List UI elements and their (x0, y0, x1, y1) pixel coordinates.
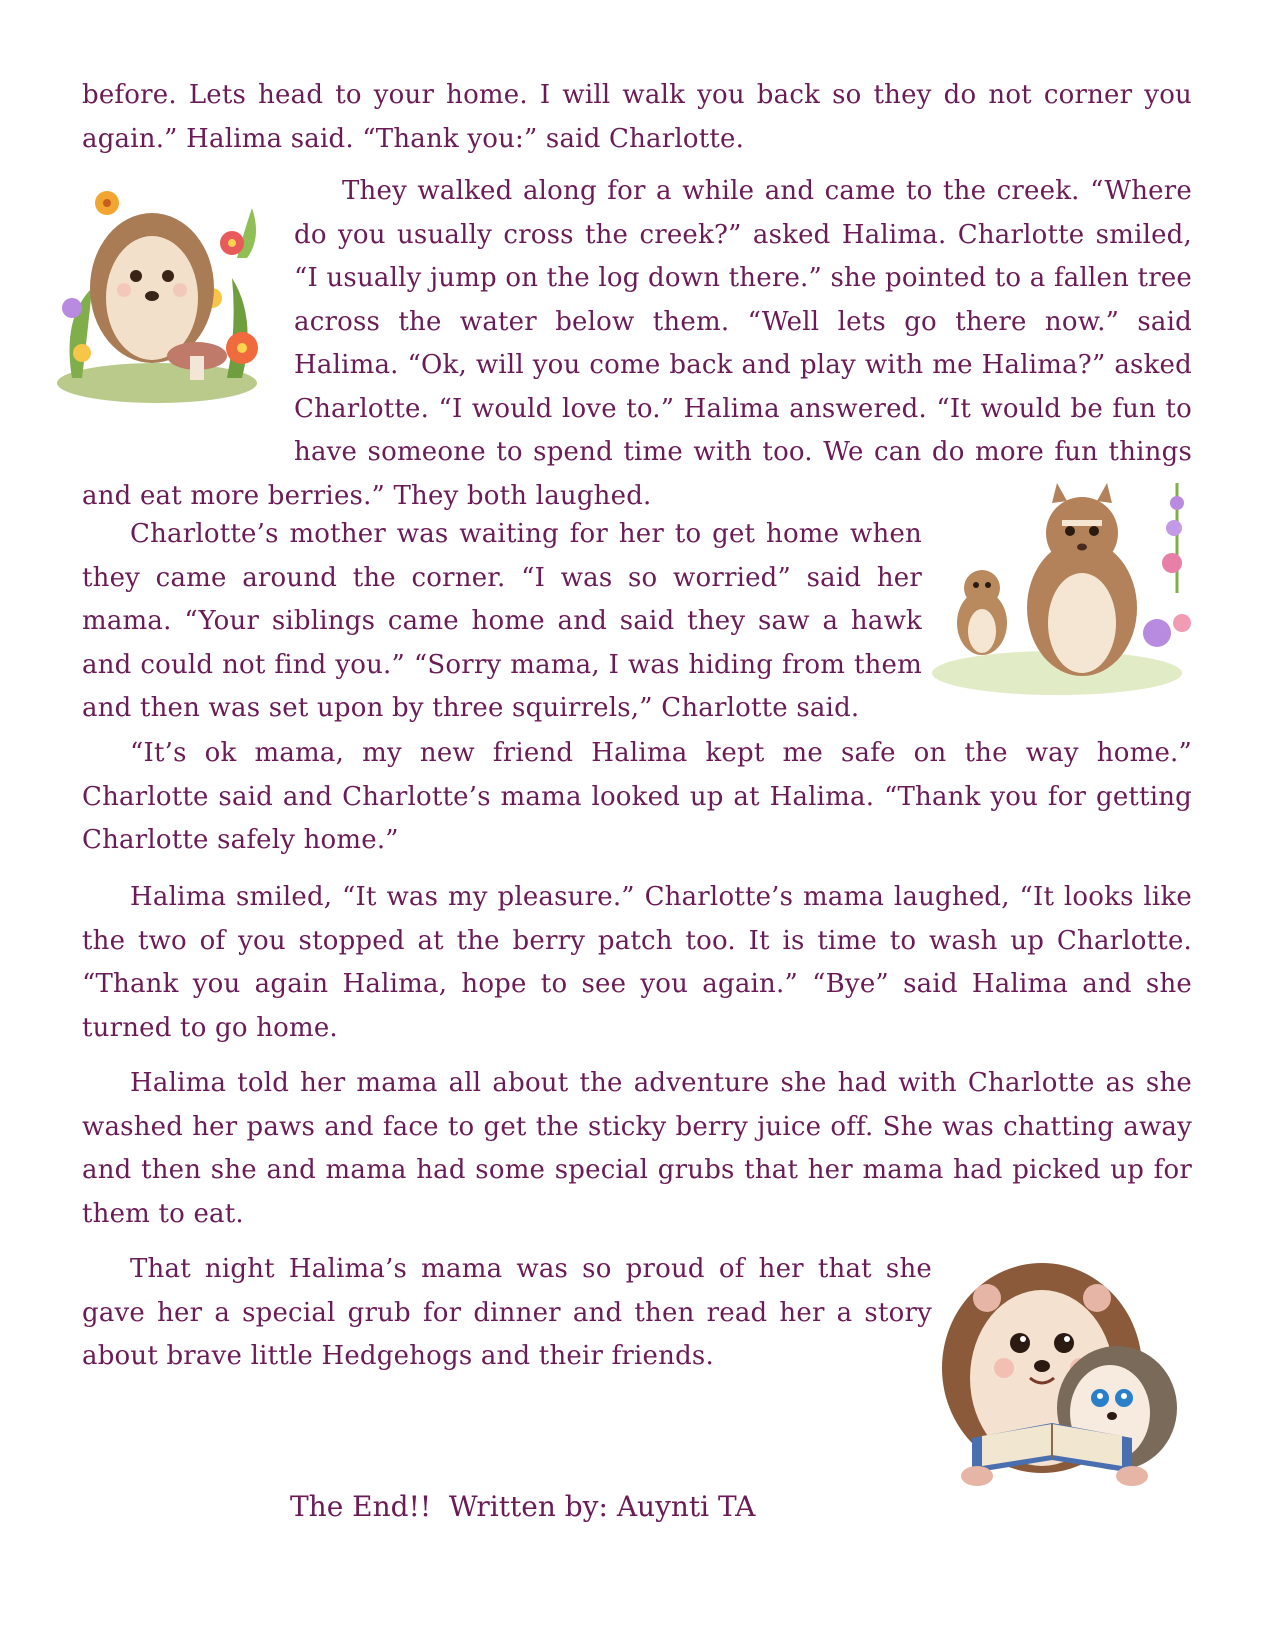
paragraph-4: “It’s ok mama, my new friend Halima kept me safe on the way home.” Charlotte said and Charlotte’s mama looked up at Halima. “Thank you for getting Charlotte safely home.” (82, 738, 1192, 855)
closing-line: The End!! Written by: Auynti TA (290, 1490, 756, 1523)
paragraph-5-block (82, 876, 1192, 1050)
paragraph-3: Charlotte’s mother was waiting for her to get home when they came around the corner. “I was so worried” said her mama. “Your siblings came home and said they saw a hawk and could not find you.” “Sorry mama, I was hiding from them and then was set upon by three squirrels,” Charlotte said. (82, 519, 922, 723)
hedgehogs-reading-illustration (932, 1248, 1192, 1428)
paragraph-2: They walked along for a while and came to the creek. “Where do you usually cross the creek?” asked Halima. Charlotte smiled, “I usually jump on the log down there.” she pointed to a fallen tree across the water below them. “Well lets go there now.” said Halima. “Ok, will you come back and play with me Halima?” asked Charlotte. “I would love to.” Halima answered. “It would be fun to have someone to spend time with too. We can do more fun things and eat more berries.” They both laughed. (82, 176, 1192, 511)
chipmunks-illustration (922, 513, 1192, 698)
paragraph-6: Halima told her mama all about the adventure she had with Charlotte as she washed her paws and face to get the sticky berry juice off. She was chatting away and then she and mama had some special grubs that her mama had picked up for them to eat. (82, 1068, 1192, 1229)
paragraph-6-block (82, 1062, 1192, 1236)
paragraph-2-block (82, 170, 1192, 518)
paragraph-1: before. Lets head to your home. I will walk you back so they do not corner you again.” Halima said. “Thank you:” said Charlotte. (82, 80, 1192, 154)
hedgehog-flowers-illustration (82, 170, 294, 442)
paragraph-7: That night Halima’s mama was so proud of her that she gave her a special grub for dinner and then read her a story about brave little Hedgehogs and their friends. (82, 1254, 932, 1371)
paragraph-4-block (82, 732, 1192, 863)
paragraph-5: Halima smiled, “It was my pleasure.” Charlotte’s mama laughed, “It looks like the two of you stopped at the berry patch too. It is time to wash up Charlotte. “Thank you again Halima, hope to see you again.” “Bye” said Halima and she turned to go home. (82, 882, 1192, 1043)
paragraph-3-block (82, 513, 1192, 731)
paragraph-7-block (82, 1248, 1192, 1428)
